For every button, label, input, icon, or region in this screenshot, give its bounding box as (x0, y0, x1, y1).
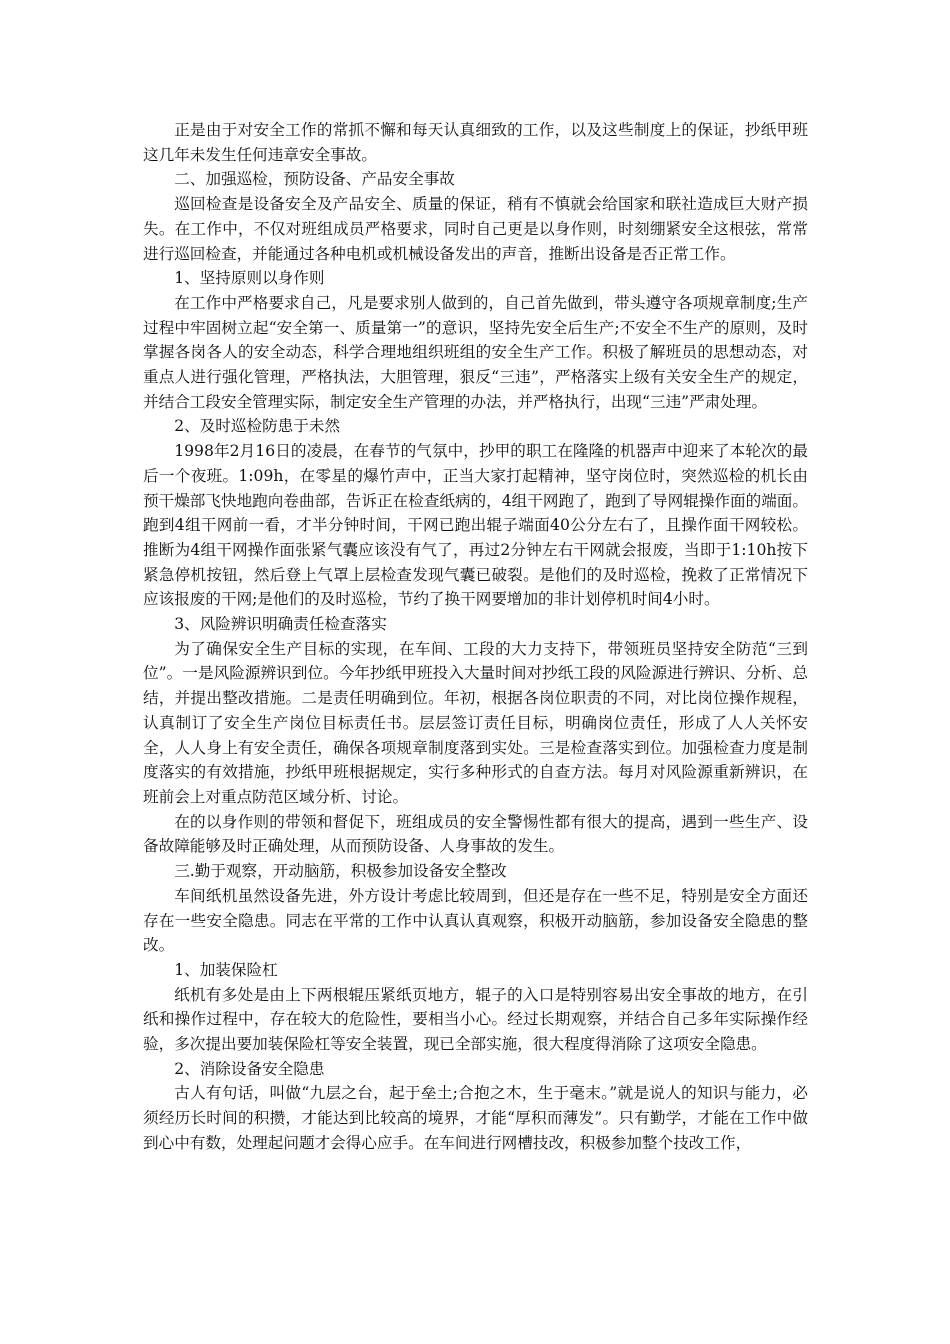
paragraph: 在工作中严格要求自己，凡是要求别人做到的，自己首先做到，带头遵守各项规章制度;生产过程中牢固树立起“安全第一、质量第一”的意识，坚持先安全后生产;不安全不生产的原则，及时掌握各岗各人的安全动态，科学合理地组织班组的安全生产工作。积极了解班员的思想动态，对重点人进行强化管理，严格执法，大胆管理，狠反“三违”，严格落实上级有关安全生产的规定，并结合工段安全管理实际，制定安全生产管理的办法，并严格执行，出现“三违”严肃处理。 (143, 293, 808, 411)
paragraph: 在的以身作则的带领和督促下，班组成员的安全警惕性都有很大的提高，遇到一些生产、设备故障能够及时正确处理，从而预防设备、人身事故的发生。 (143, 812, 808, 856)
section-heading: 三.勤于观察，开动脑筋，积极参加设备安全整改 (174, 862, 507, 881)
paragraph: 巡回检查是设备安全及产品安全、质量的保证，稍有不慎就会给国家和联社造成巨大财产损失。在工作中，不仅对班组成员严格要求，同时自己更是以身作则，时刻绷紧安全这根弦，常常进行巡回检查，并能通过各种电机或机械设备发出的声音，推断出设备是否正常工作。 (143, 195, 808, 263)
document-body (143, 118, 808, 1156)
subsection-heading: 2、消除设备安全隐患 (174, 1059, 325, 1078)
paragraph: 车间纸机虽然设备先进，外方设计考虑比较周到，但还是存在一些不足，特别是安全方面还存在一些安全隐患。同志在平常的工作中认真认真观察，积极开动脑筋，参加设备安全隐患的整改。 (143, 886, 808, 955)
paragraph: 为了确保安全生产目标的实现，在车间、工段的大力支持下，带领班员坚持安全防范“三到位”。一是风险源辨识到位。今年抄纸甲班投入大量时间对抄纸工段的风险源进行辨识、分析、总结，并提出整改措施。二是责任明确到位。年初，根据各岗位职责的不同，对比岗位操作规程，认真制订了安全生产岗位目标责任书。层层签订责任目标，明确岗位责任，形成了人人关怀安全，人人身上有安全责任，确保各项规章制度落到实处。三是检查落实到位。加强检查力度是制度落实的有效措施，抄纸甲班根据规定，实行多种形式的自查方法。每月对风险源重新辨识，在班前会上对重点防范区域分析、讨论。 (143, 639, 808, 806)
paragraph: 古人有句话，叫做“九层之台，起于垒土;合抱之木，生于毫末。”就是说人的知识与能力，必须经历长时间的积攒，才能达到比较高的境界，才能“厚积而薄发”。只有勤学，才能在工作中做到心中有数，处理起问题才会得心应手。在车间进行网槽技改，积极参加整个技改工作， (143, 1084, 808, 1152)
paragraph: 1998年2月16日的凌晨，在春节的气氛中，抄甲的职工在隆隆的机器声中迎来了本轮次的最后一个夜班。1:09h，在零星的爆竹声中，正当大家打起精神，坚守岗位时，突然巡检的机长由预干燥部飞快地跑向卷曲部，告诉正在检查纸病的，4组干网跑了，跑到了导网辊操作面的端面。跑到4组干网前一看，才半分钟时间，干网已跑出辊子端面40公分左右了，且操作面干网较松。推断为4组干网操作面张紧气囊应该没有气了，再过2分钟左右干网就会报废，当即于1:10h按下紧急停机按钮，然后登上气罩上层检查发现气囊已破裂。是他们的及时巡检，挽救了正常情况下应该报废的干网;是他们的及时巡检，节约了换干网要增加的非计划停机时间4小时。 (143, 442, 808, 609)
subsection-heading: 2、及时巡检防患于未然 (174, 417, 341, 436)
section-heading: 二、加强巡检，预防设备、产品安全事故 (174, 170, 455, 189)
subsection-heading: 3、风险辨识明确责任检查落实 (174, 615, 387, 634)
paragraph: 正是由于对安全工作的常抓不懈和每天认真细致的工作，以及这些制度上的保证，抄纸甲班这几年未发生任何违章安全事故。 (143, 121, 808, 164)
subsection-heading: 1、加装保险杠 (174, 960, 278, 979)
subsection-heading: 1、坚持原则以身作则 (174, 269, 325, 288)
paragraph: 纸机有多处是由上下两根辊压紧纸页地方，辊子的入口是特别容易出安全事故的地方，在引纸和操作过程中，存在较大的危险性，要相当小心。经过长期观察，并结合自己多年实际操作经验，多次提出要加装保险杠等安全装置，现已全部实施，很大程度得消除了这项安全隐患。 (143, 985, 808, 1054)
